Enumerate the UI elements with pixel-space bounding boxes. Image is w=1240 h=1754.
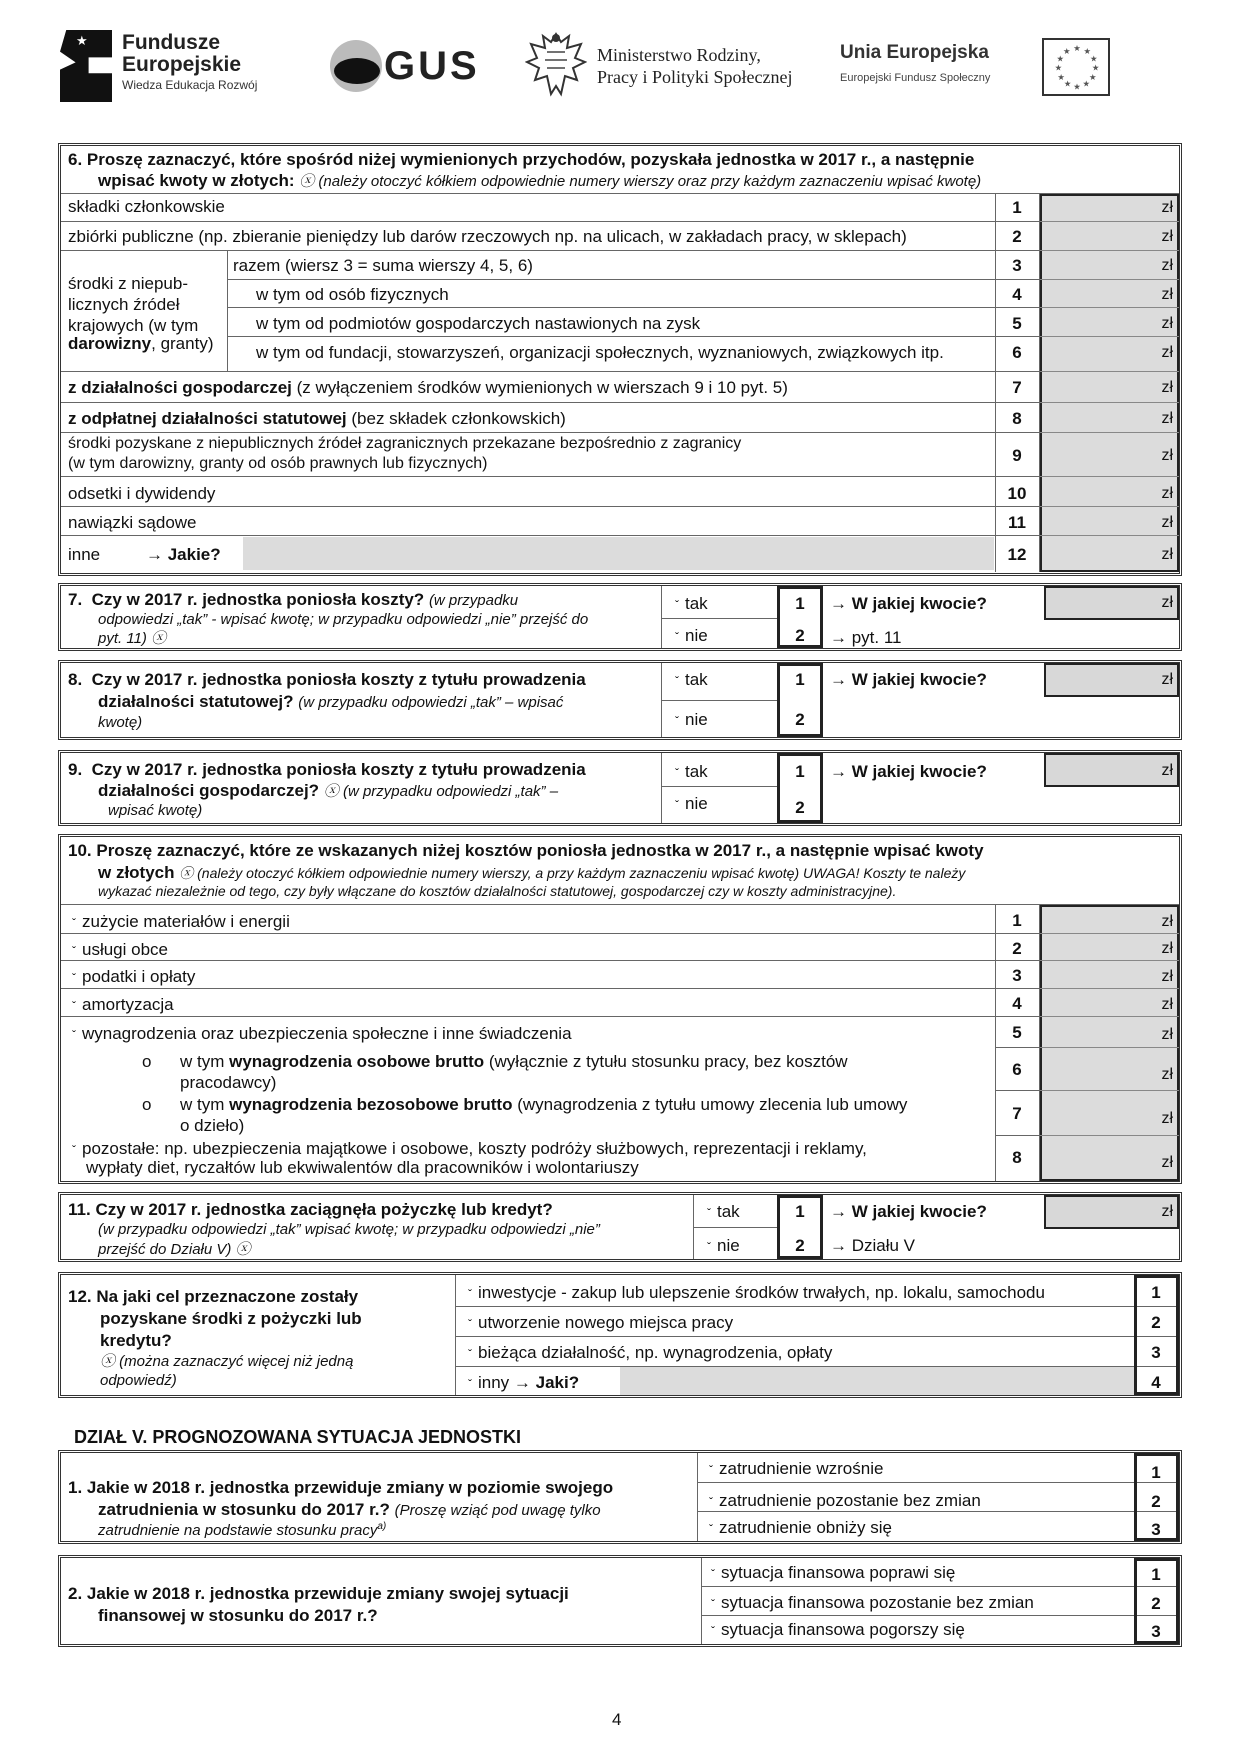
s2-num-3[interactable]: 3	[1151, 1622, 1161, 1641]
q10-num-2[interactable]: 2	[1012, 939, 1022, 958]
check-icon: ˇ	[707, 1240, 711, 1254]
q6-row9-label: środki pozyskane z niepublicznych źródeł zagranicznych przekazane bezpośrednio z zagranicy	[68, 435, 742, 452]
q11-yes-label[interactable]: tak	[717, 1202, 740, 1221]
q6-row8-bold: z odpłatnej działalności statutowej	[68, 409, 347, 428]
q9-no-num[interactable]: 2	[795, 798, 805, 817]
fe-line2: Europejskie	[122, 53, 242, 76]
q7-yes-num[interactable]: 1	[795, 594, 805, 613]
s2-option1[interactable]: sytuacja finansowa poprawi się	[721, 1563, 956, 1582]
check-icon: ˇ	[468, 1347, 472, 1361]
q8-question2: działalności statutowej?	[98, 692, 294, 711]
s1-num-1[interactable]: 1	[1151, 1463, 1161, 1482]
bullet-icon: o	[142, 1052, 152, 1071]
q10-num-7[interactable]: 7	[1012, 1104, 1022, 1123]
q8-yes-goto: → W jakiej kwocie?	[830, 670, 987, 689]
q12-option4[interactable]: inny	[478, 1373, 510, 1392]
s2-option3[interactable]: sytuacja finansowa pogorszy się	[721, 1620, 965, 1639]
q10-row3-label: podatki i opłaty	[82, 967, 196, 986]
svg-text:★: ★	[1063, 78, 1072, 89]
svg-text:★: ★	[1083, 45, 1091, 56]
eu-subtitle: Europejski Fundusz Społeczny	[840, 72, 991, 84]
q10-title: 10. Proszę zaznaczyć, które ze wskazanych niżej kosztów poniosła jednostka w 2017 r., a następnie wpisać kwoty	[68, 841, 984, 860]
q6-unit-8: zł	[1161, 410, 1173, 427]
q10-unit-6: zł	[1161, 1066, 1173, 1083]
check-icon: ˇ	[675, 798, 679, 812]
q6-row8-label: (bez składek członkowskich)	[346, 409, 566, 428]
check-icon: ˇ	[72, 944, 76, 958]
svg-text:★: ★	[1089, 53, 1098, 64]
q6-row12-label: inne	[68, 545, 101, 564]
q10-unit-5: zł	[1161, 1026, 1173, 1043]
q6-other-specify-field[interactable]	[243, 537, 994, 570]
check-icon: ˇ	[675, 598, 679, 612]
q10-row4-label: amortyzacja	[82, 995, 174, 1014]
q6-row7-label: (z wyłączeniem środków wymienionych w wierszach 9 i 10 pyt. 5)	[291, 378, 788, 397]
q11-yes-num[interactable]: 1	[795, 1202, 805, 1221]
q6-unit-1: zł	[1161, 199, 1173, 216]
q10-row6-pre: w tym	[180, 1052, 230, 1071]
s2-num-2[interactable]: 2	[1151, 1594, 1161, 1613]
svg-text:★: ★	[1057, 72, 1065, 83]
q6-num-12[interactable]: 12	[1007, 545, 1027, 564]
q8-no-label[interactable]: nie	[685, 710, 708, 729]
q9-question1: Czy w 2017 r. jednostka poniosła koszty z tytułu prowadzenia	[91, 760, 586, 779]
q6-unit-4: zł	[1161, 286, 1173, 303]
q6-num-3[interactable]: 3	[1012, 256, 1022, 275]
q10-title2: w złotych	[98, 863, 175, 882]
q10-unit-8: zł	[1161, 1154, 1173, 1171]
q12-option3[interactable]: bieżąca działalność, np. wynagrodzenia, opłaty	[478, 1343, 833, 1362]
q10-row7-line2: o dzieło)	[180, 1116, 245, 1135]
q6-row12-arrow: → Jakie?	[146, 545, 221, 564]
q7-yes-label[interactable]: tak	[685, 594, 708, 613]
q6-num-5[interactable]: 5	[1012, 314, 1022, 333]
q6-title2: wpisać kwoty w złotych:	[98, 171, 295, 190]
ministry-line1: Ministerstwo Rodziny,	[597, 45, 761, 65]
check-icon: ˇ	[675, 674, 679, 688]
s2-num-1[interactable]: 1	[1151, 1565, 1161, 1584]
q10-num-1[interactable]: 1	[1012, 911, 1022, 930]
check-icon: ˇ	[72, 1143, 76, 1157]
q6-row11-label: nawiązki sądowe	[68, 513, 197, 532]
q6-num-9[interactable]: 9	[1012, 446, 1022, 465]
q12-number: 12.	[68, 1287, 92, 1306]
q11-no-goto: → Działu V	[830, 1236, 916, 1255]
q10-num-4[interactable]: 4	[1012, 994, 1022, 1013]
q6-num-1[interactable]: 1	[1012, 198, 1022, 217]
q8-unit: zł	[1161, 671, 1173, 688]
ministry-line2: Pracy i Polityki Społecznej	[597, 67, 793, 87]
svg-text:★: ★	[1054, 62, 1063, 73]
q6-unit-3: zł	[1161, 257, 1173, 274]
check-icon: ˇ	[711, 1567, 715, 1581]
q10-row7-bold: wynagrodzenia bezosobowe brutto	[229, 1095, 513, 1114]
check-icon: ˇ	[468, 1287, 472, 1301]
q6-hint: ⓧ (należy otoczyć kółkiem odpowiednie numery wierszy oraz przy każdym zaznaczeniu wpisać kwotę)	[299, 173, 982, 190]
q12-hint1: ⓧ (można zaznaczyć więcej niż jedną	[100, 1353, 354, 1370]
q6-group-label: środki z niepub- licznych źródeł krajowych (w tym	[68, 274, 199, 335]
q6-num-7[interactable]: 7	[1012, 378, 1022, 397]
q7-hint2: odpowiedzi „tak” - wpisać kwotę; w przypadku odpowiedzi „nie” przejść do	[98, 611, 589, 628]
q6-unit-6: zł	[1161, 344, 1173, 361]
check-icon: ˇ	[711, 1624, 715, 1638]
s1-option3[interactable]: zatrudnienie obniży się	[719, 1518, 892, 1537]
q12-num-1[interactable]: 1	[1151, 1283, 1161, 1302]
q6-unit-9: zł	[1161, 447, 1173, 464]
q10-row6-post: (wyłącznie z tytułu stosunku pracy, bez kosztów	[484, 1052, 848, 1071]
s1-footnote-ref: a)	[377, 1521, 387, 1532]
page-header	[60, 26, 1160, 116]
q8-yes-num[interactable]: 1	[795, 670, 805, 689]
q9-unit: zł	[1161, 762, 1173, 779]
q6-row9-label2: (w tym darowizny, granty od osób prawnych lub fizycznych)	[68, 455, 488, 472]
q11-question: Czy w 2017 r. jednostka zaciągnęła pożyczkę lub kredyt?	[95, 1200, 553, 1219]
q12-question1: Na jaki cel przeznaczone zostały	[96, 1287, 359, 1306]
q7-unit: zł	[1161, 594, 1173, 611]
check-icon: ˇ	[709, 1463, 713, 1477]
fe-subtitle: Wiedza Edukacja Rozwój	[122, 78, 258, 92]
q11-hint1: (w przypadku odpowiedzi „tak” wpisać kwotę; w przypadku odpowiedzi „nie”	[98, 1221, 600, 1238]
q12-num-4[interactable]: 4	[1151, 1373, 1161, 1392]
s2-option2[interactable]: sytuacja finansowa pozostanie bez zmian	[721, 1593, 1034, 1612]
s1-option1[interactable]: zatrudnienie wzrośnie	[719, 1459, 884, 1478]
check-icon: ˇ	[468, 1317, 472, 1331]
q10-row8-label: pozostałe: np. ubezpieczenia majątkowe i osobowe, koszty podróży służbowych, reprezentacji i reklamy,	[82, 1139, 867, 1158]
q6-unit-7: zł	[1161, 379, 1173, 396]
s1-question1: 1. Jakie w 2018 r. jednostka przewiduje zmiany w poziomie swojego	[68, 1478, 614, 1497]
q10-num-3[interactable]: 3	[1012, 966, 1022, 985]
s2-question2: finansowej w stosunku do 2017 r.?	[98, 1606, 378, 1625]
q10-row6-line2: pracodawcy)	[180, 1073, 277, 1092]
q11-yes-goto: → W jakiej kwocie?	[830, 1202, 987, 1221]
q6-unit-10: zł	[1161, 485, 1173, 502]
q6-num-10[interactable]: 10	[1007, 484, 1027, 503]
q10-unit-1: zł	[1161, 913, 1173, 930]
q9-number: 9.	[68, 760, 83, 779]
q6-row4-label: w tym od osób fizycznych	[256, 285, 449, 304]
check-icon: ˇ	[709, 1522, 713, 1536]
s1-hint2: zatrudnienie na podstawie stosunku pracy	[98, 1522, 378, 1539]
svg-text:★: ★	[1089, 72, 1097, 83]
q9-yes-goto: → W jakiej kwocie?	[830, 762, 987, 781]
check-icon: ˇ	[709, 1495, 713, 1509]
s2-question1: 2. Jakie w 2018 r. jednostka przewiduje zmiany swojej sytuacji	[68, 1584, 569, 1603]
q6-group-label-end: , granty)	[151, 334, 214, 353]
check-icon: ˇ	[72, 916, 76, 930]
q10-unit-2: zł	[1161, 940, 1173, 957]
q8-number: 8.	[68, 670, 83, 689]
q6-num-11[interactable]: 11	[1008, 513, 1026, 532]
q12-other-specify-field[interactable]	[620, 1367, 1134, 1395]
svg-text:★: ★	[1062, 45, 1071, 56]
q10-unit-4: zł	[1161, 996, 1173, 1013]
q6-unit-2: zł	[1161, 228, 1173, 245]
q11-no-num[interactable]: 2	[795, 1236, 805, 1255]
q12-num-2[interactable]: 2	[1151, 1313, 1161, 1332]
q9-hint: ⓧ (w przypadku odpowiedzi „tak” –	[323, 783, 559, 800]
check-icon: ˇ	[72, 1028, 76, 1042]
q10-num-5[interactable]: 5	[1012, 1023, 1022, 1042]
q6-row1-label: składki członkowskie	[68, 197, 225, 216]
s1-option2[interactable]: zatrudnienie pozostanie bez zmian	[719, 1491, 981, 1510]
gus-text: GUS	[384, 44, 480, 88]
check-icon: ˇ	[675, 714, 679, 728]
svg-text:★: ★	[1073, 81, 1081, 92]
q11-hint2: przejść do Działu V) ⓧ	[98, 1241, 251, 1258]
q8-question1: Czy w 2017 r. jednostka poniosła koszty z tytułu prowadzenia	[91, 670, 586, 689]
q10-num-6[interactable]: 6	[1012, 1060, 1022, 1079]
q9-yes-label[interactable]: tak	[685, 762, 708, 781]
q10-unit-7: zł	[1161, 1110, 1173, 1127]
q6-unit-11: zł	[1161, 514, 1173, 531]
q7-number: 7.	[68, 590, 83, 609]
eu-logo	[840, 38, 1160, 108]
q10-row1-label: zużycie materiałów i energii	[82, 912, 290, 931]
q6-title: 6. Proszę zaznaczyć, które spośród niżej wymienionych przychodów, pozyskała jednostka w 2017 r., a następnie	[68, 150, 975, 169]
q9-no-label[interactable]: nie	[685, 794, 708, 813]
q11-no-label[interactable]: nie	[717, 1236, 740, 1255]
q10-row8-line2: wypłaty diet, ryczałtów lub ekwiwalentów dla pracowników i wolontariuszy	[86, 1158, 639, 1177]
section-5-title: DZIAŁ V. PROGNOZOWANA SYTUACJA JEDNOSTKI	[74, 1427, 522, 1447]
check-icon: ˇ	[675, 630, 679, 644]
gus-logo	[330, 36, 480, 96]
q6-num-4[interactable]: 4	[1012, 285, 1022, 304]
q6-unit-5: zł	[1161, 315, 1173, 332]
q6-row3-label: razem (wiersz 3 = suma wierszy 4, 5, 6)	[233, 256, 533, 275]
q10-row7-pre: w tym	[180, 1095, 230, 1114]
svg-text:★: ★	[1091, 62, 1100, 73]
q7-hint3: pyt. 11) ⓧ	[98, 630, 167, 647]
check-icon: ˇ	[675, 766, 679, 780]
fe-line1: Fundusze	[122, 31, 220, 54]
q10-num-8[interactable]: 8	[1012, 1148, 1022, 1167]
svg-text:★: ★	[1073, 43, 1081, 54]
q6-row10-label: odsetki i dywidendy	[68, 484, 216, 503]
star-icon: ★	[76, 33, 88, 48]
q6-num-8[interactable]: 8	[1012, 409, 1022, 428]
eu-title: Unia Europejska	[840, 42, 989, 63]
q10-unit-3: zł	[1161, 968, 1173, 985]
q7-no-label[interactable]: nie	[685, 626, 708, 645]
check-icon: ˇ	[72, 971, 76, 985]
ministry-logo	[525, 28, 815, 108]
q7-hint1: (w przypadku	[428, 592, 519, 609]
svg-text:★: ★	[1082, 78, 1091, 89]
q6-num-6[interactable]: 6	[1012, 343, 1022, 362]
q9-yes-num[interactable]: 1	[795, 762, 805, 781]
check-icon: ˇ	[711, 1597, 715, 1611]
q12-hint2: odpowiedź)	[100, 1372, 177, 1389]
q7-no-num[interactable]: 2	[795, 626, 805, 645]
s1-question2: zatrudnienia w stosunku do 2017 r.?	[98, 1500, 390, 1519]
s1-num-3[interactable]: 3	[1151, 1520, 1161, 1539]
q8-yes-label[interactable]: tak	[685, 670, 708, 689]
page-number: 4	[612, 1710, 622, 1729]
q9-question2: działalności gospodarczej?	[98, 781, 320, 800]
check-icon: ˇ	[707, 1206, 711, 1220]
fundusze-europejskie-logo	[60, 26, 300, 106]
eu-flag-icon	[1042, 38, 1110, 96]
q10-row6-bold: wynagrodzenia osobowe brutto	[229, 1052, 485, 1071]
q6-num-2[interactable]: 2	[1012, 227, 1022, 246]
q9-hint2: wpisać kwotę)	[108, 802, 203, 819]
q11-number: 11.	[68, 1200, 91, 1219]
bullet-icon: o	[142, 1095, 152, 1114]
q10-row2-label: usługi obce	[82, 940, 169, 959]
q6-group-label-bold: darowizny	[68, 334, 152, 353]
q12-num-3[interactable]: 3	[1151, 1343, 1161, 1362]
q7-no-goto: → pyt. 11	[830, 628, 902, 647]
eagle-emblem-icon	[525, 28, 587, 100]
q6-row7-bold: z działalności gospodarczej	[68, 378, 292, 397]
q10-hint: ⓧ (należy otoczyć kółkiem odpowiednie numery wierszy, a przy każdym zaznaczeniu wpisać kwotę) UWAGA! Koszty te należy	[179, 865, 966, 881]
check-icon: ˇ	[468, 1377, 472, 1391]
q12-option2[interactable]: utworzenie nowego miejsca pracy	[478, 1313, 734, 1332]
s1-num-2[interactable]: 2	[1151, 1492, 1161, 1511]
q12-question3: kredytu?	[100, 1331, 172, 1350]
q6-row6-label: w tym od fundacji, stowarzyszeń, organizacji społecznych, wyznaniowych, związkowych itp.	[256, 343, 944, 362]
q6-row5-label: w tym od podmiotów gospodarczych nastawionych na zysk	[256, 314, 701, 333]
q11-unit: zł	[1161, 1203, 1173, 1220]
q6-unit-12: zł	[1161, 546, 1173, 563]
q7-yes-goto: → W jakiej kwocie?	[830, 594, 987, 613]
q7-question: Czy w 2017 r. jednostka poniosła koszty?	[91, 590, 425, 609]
q12-option1[interactable]: inwestycje - zakup lub ulepszenie środków trwałych, np. lokalu, samochodu	[478, 1283, 1045, 1302]
check-icon: ˇ	[72, 999, 76, 1013]
q10-row7-post: (wynagrodzenia z tytułu umowy zlecenia lub umowy	[512, 1095, 908, 1114]
q12-option4-arrow: → Jaki?	[513, 1373, 580, 1392]
q10-hint2: wykazać niezależnie od tego, czy były włączane do kosztów działalności statutowej, gospodarczej czy w koszty administracyjne).	[98, 883, 897, 899]
q8-hint: (w przypadku odpowiedzi „tak” – wpisać	[298, 694, 564, 711]
q8-hint2: kwotę)	[98, 714, 143, 731]
q10-row5-label: wynagrodzenia oraz ubezpieczenia społeczne i inne świadczenia	[82, 1024, 572, 1043]
s1-hint: (Proszę wziąć pod uwagę tylko	[394, 1502, 601, 1519]
q6-row2-label: zbiórki publiczne (np. zbieranie pieniędzy lub darów rzeczowych np. na ulicach, w zakładach pracy, w sklepach)	[68, 227, 907, 246]
q12-question2: pozyskane środki z pożyczki lub	[100, 1309, 362, 1328]
svg-text:★: ★	[1056, 53, 1064, 64]
q8-no-num[interactable]: 2	[795, 710, 805, 729]
